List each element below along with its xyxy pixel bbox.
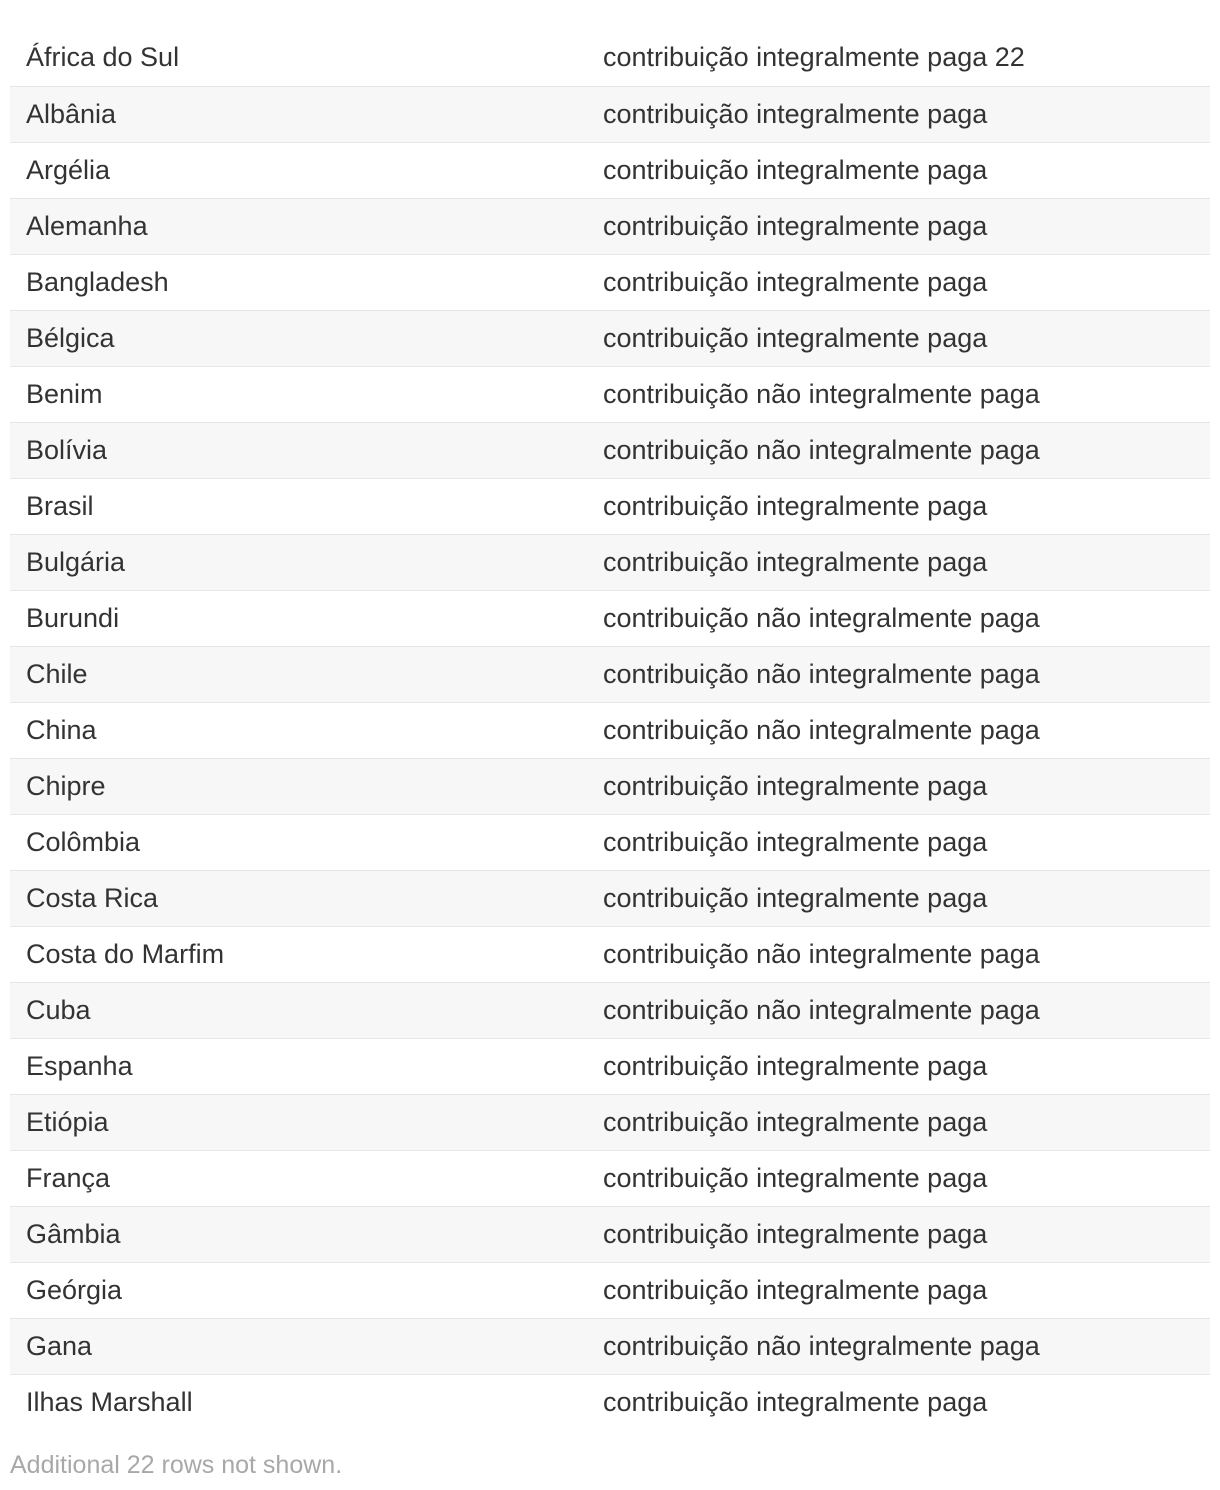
country-cell: Espanha [10, 1038, 587, 1094]
country-cell: Gâmbia [10, 1206, 587, 1262]
table-row [10, 758, 1210, 814]
table-container [10, 30, 1210, 1430]
contribution-status-cell: contribuição integralmente paga [587, 142, 1210, 198]
table-body [10, 30, 1210, 1430]
table-row [10, 534, 1210, 590]
country-cell: Bulgária [10, 534, 587, 590]
country-cell: Geórgia [10, 1262, 587, 1318]
contribution-status-cell: contribuição integralmente paga [587, 86, 1210, 142]
contribution-status-cell: contribuição integralmente paga [587, 198, 1210, 254]
country-cell: Ilhas Marshall [26, 1386, 193, 1417]
contribution-status-cell: contribuição não integralmente paga [587, 422, 1210, 478]
country-cell: África do Sul [10, 30, 587, 86]
table-row [10, 478, 1210, 534]
country-cell: Argélia [10, 142, 587, 198]
contribution-status-cell: contribuição integralmente paga [587, 870, 1210, 926]
country-cell: Costa Rica [10, 870, 587, 926]
table-row [10, 198, 1210, 254]
table-row [10, 1206, 1210, 1262]
table-row [10, 870, 1210, 926]
country-cell: Bolívia [10, 422, 587, 478]
contribution-status-cell: contribuição integralmente paga [587, 814, 1210, 870]
contribution-status-cell: contribuição integralmente paga [587, 1150, 1210, 1206]
table-row [10, 1374, 1210, 1430]
country-cell: Chipre [10, 758, 587, 814]
country-cell: Cuba [10, 982, 587, 1038]
table-row [10, 982, 1210, 1038]
table-row [10, 1262, 1210, 1318]
contribution-status-cell: contribuição integralmente paga [587, 254, 1210, 310]
table-row [10, 254, 1210, 310]
contribution-status-cell: contribuição não integralmente paga [587, 590, 1210, 646]
country-cell: Benim [10, 366, 587, 422]
contribution-status-cell: contribuição integralmente paga [587, 310, 1210, 366]
country-cell: Brasil [10, 478, 587, 534]
table-row [10, 1318, 1210, 1374]
contribution-status-cell: contribuição integralmente paga [587, 1206, 1210, 1262]
country-cell: Bélgica [10, 310, 587, 366]
contribution-status-cell: contribuição integralmente paga 22 [587, 30, 1210, 86]
contribution-status-cell: contribuição não integralmente paga [587, 702, 1210, 758]
country-cell: Colômbia [10, 814, 587, 870]
table-row [10, 814, 1210, 870]
table-row [10, 1150, 1210, 1206]
country-cell: China [10, 702, 587, 758]
contribution-status-cell: contribuição não integralmente paga [587, 926, 1210, 982]
table-row [10, 1038, 1210, 1094]
table-row [10, 590, 1210, 646]
country-cell: Bangladesh [10, 254, 587, 310]
contribution-status-cell: contribuição integralmente paga [587, 1038, 1210, 1094]
contributions-table [10, 30, 1210, 1430]
contribution-status-cell: contribuição integralmente paga [603, 1386, 988, 1417]
contribution-status-cell: contribuição não integralmente paga [587, 982, 1210, 1038]
table-row [10, 30, 1210, 86]
rows-not-shown-note: Additional 22 rows not shown. [10, 1451, 343, 1479]
contribution-status-cell: contribuição não integralmente paga [587, 1318, 1210, 1374]
table-row [10, 422, 1210, 478]
country-cell: Chile [10, 646, 587, 702]
table-row [10, 702, 1210, 758]
country-cell: Burundi [10, 590, 587, 646]
contribution-status-cell: contribuição integralmente paga [587, 1262, 1210, 1318]
country-cell: Albânia [10, 86, 587, 142]
contribution-status-cell: contribuição integralmente paga [587, 478, 1210, 534]
country-cell: Gana [10, 1318, 587, 1374]
table-row [10, 310, 1210, 366]
table-row [10, 142, 1210, 198]
country-cell: França [10, 1150, 587, 1206]
contribution-status-cell: contribuição integralmente paga [587, 758, 1210, 814]
contribution-status-cell: contribuição integralmente paga [587, 534, 1210, 590]
country-cell: Costa do Marfim [10, 926, 587, 982]
table-row [10, 646, 1210, 702]
table-row [10, 926, 1210, 982]
country-cell: Alemanha [10, 198, 587, 254]
country-cell: Etiópia [10, 1094, 587, 1150]
table-row [10, 86, 1210, 142]
table-row [10, 366, 1210, 422]
contribution-status-cell: contribuição não integralmente paga [587, 646, 1210, 702]
contribution-status-cell: contribuição não integralmente paga [587, 366, 1210, 422]
contribution-status-cell: contribuição integralmente paga [587, 1094, 1210, 1150]
table-row [10, 1094, 1210, 1150]
